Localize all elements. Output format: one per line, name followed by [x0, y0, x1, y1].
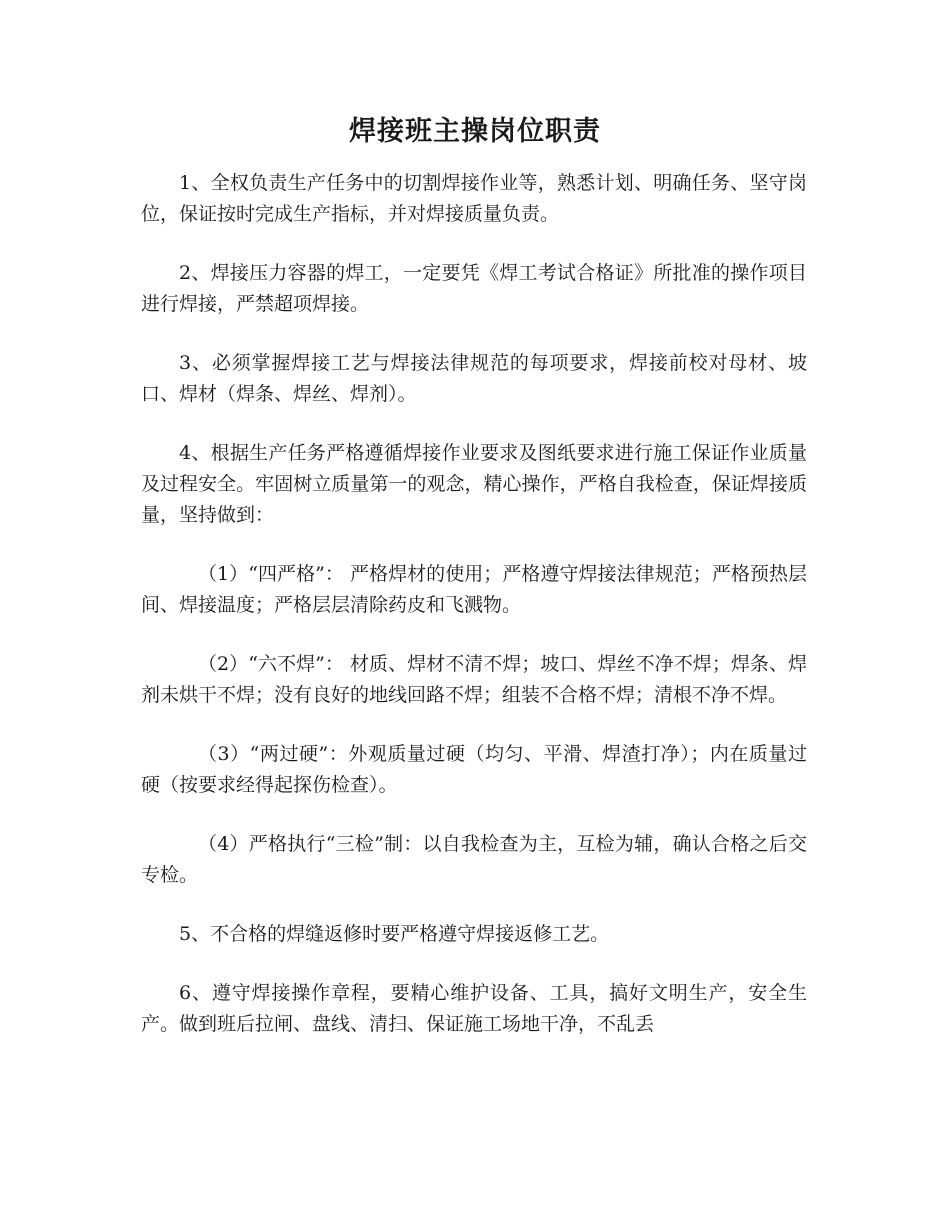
- paragraph-3: 3、必须掌握焊接工艺与焊接法律规范的每项要求，焊接前校对母材、坡口、焊材（焊条、焊丝、焊剂）。: [141, 352, 807, 405]
- paragraph-6: 6、遵守焊接操作章程，要精心维护设备、工具，搞好文明生产，安全生产。做到班后拉闸、盘线、清扫、保证施工场地干净，不乱丢: [141, 982, 807, 1035]
- paragraph-4-4: （4）严格执行“三检”制：以自我检查为主，互检为辅，确认合格之后交专检。: [141, 833, 807, 886]
- paragraph-5: 5、不合格的焊缝返修时要严格遵守焊接返修工艺。: [179, 923, 610, 945]
- paragraph-2: 2、焊接压力容器的焊工，一定要凭《焊工考试合格证》所批准的操作项目进行焊接，严禁超项焊接。: [141, 262, 807, 315]
- paragraph-4-1: （1）“四严格”： 严格焊材的使用；严格遵守焊接法律规范；严格预热层间、焊接温度；严格层层清除药皮和飞溅物。: [141, 563, 807, 616]
- document-body: [141, 168, 807, 1068]
- paragraph-4-2: （2）“六不焊”： 材质、焊材不清不焊；坡口、焊丝不净不焊；焊条、焊剂未烘干不焊；没有良好的地线回路不焊；组装不合格不焊；清根不净不焊。: [141, 653, 807, 706]
- paragraph-4: 4、根据生产任务严格遵循焊接作业要求及图纸要求进行施工保证作业质量及过程安全。牢固树立质量第一的观念，精心操作，严格自我检查，保证焊接质量，坚持做到：: [141, 442, 807, 526]
- document-title: 焊接班主操岗位职责: [349, 116, 601, 147]
- paragraph-4-3: （3）“两过硬”：外观质量过硬（均匀、平滑、焊渣打净）；内在质量过硬（按要求经得起探伤检查）。: [141, 743, 807, 796]
- paragraph-1: 1、全权负责生产任务中的切割焊接作业等，熟悉计划、明确任务、坚守岗位，保证按时完成生产指标，并对焊接质量负责。: [141, 172, 807, 225]
